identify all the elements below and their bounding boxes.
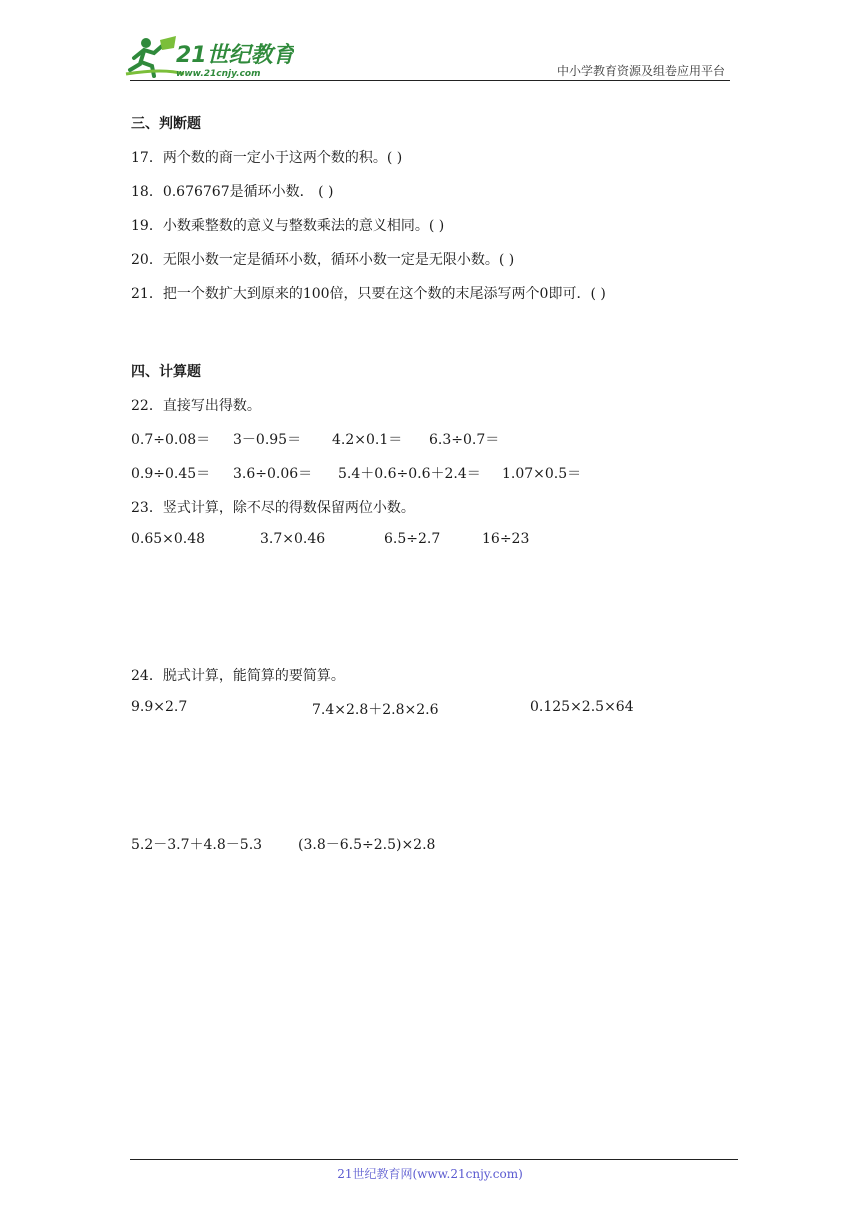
q22-item: 5.4＋0.6÷0.6＋2.4＝	[338, 466, 481, 482]
runner-logo-icon	[124, 34, 294, 80]
q23-item: 16÷23	[482, 531, 530, 547]
logo-title: 21世纪教育	[176, 43, 294, 68]
q22-item: 1.07×0.5＝	[502, 466, 582, 482]
q24-item: 0.125×2.5×64	[530, 699, 634, 715]
question-17: 17．两个数的商一定小于这两个数的积。( )	[131, 150, 403, 166]
section-title-calculation: 四、计算题	[131, 364, 201, 380]
q24-item: (3.8－6.5÷2.5)×2.8	[298, 837, 436, 853]
question-18: 18．0.676767是循环小数． ( )	[131, 184, 334, 200]
footer-divider	[130, 1159, 738, 1160]
logo-url: www.21cnjy.com	[176, 69, 261, 79]
question-22-stem: 22．直接写出得数。	[131, 398, 261, 414]
question-21: 21．把一个数扩大到原来的100倍，只要在这个数的末尾添写两个0即可．( )	[131, 286, 606, 302]
question-20: 20．无限小数一定是循环小数，循环小数一定是无限小数。( )	[131, 252, 515, 268]
question-24-stem: 24．脱式计算，能简算的要简算。	[131, 668, 345, 684]
q23-item: 3.7×0.46	[260, 531, 326, 547]
q22-item: 0.9÷0.45＝	[131, 466, 211, 482]
q22-item: 3.6÷0.06＝	[233, 466, 313, 482]
q22-item: 4.2×0.1＝	[332, 432, 403, 448]
q23-item: 0.65×0.48	[131, 531, 206, 547]
site-logo	[124, 34, 294, 80]
q22-item: 6.3÷0.7＝	[429, 432, 500, 448]
question-23-stem: 23．竖式计算，除不尽的得数保留两位小数。	[131, 500, 415, 516]
header-platform-text: 中小学教育资源及组卷应用平台	[556, 64, 725, 78]
q22-item: 3－0.95＝	[233, 432, 302, 448]
header-divider	[130, 80, 730, 81]
q24-item: 5.2－3.7＋4.8－5.3	[131, 837, 263, 853]
q22-item: 0.7÷0.08＝	[131, 432, 211, 448]
q23-item: 6.5÷2.7	[384, 531, 441, 547]
q24-item: 7.4×2.8＋2.8×2.6	[312, 702, 439, 718]
footer-site-link[interactable]: 21世纪教育网(www.21cnjy.com)	[337, 1167, 523, 1181]
section-title-judgment: 三、判断题	[131, 116, 201, 132]
q24-item: 9.9×2.7	[131, 699, 188, 715]
question-19: 19．小数乘整数的意义与整数乘法的意义相同。( )	[131, 218, 445, 234]
